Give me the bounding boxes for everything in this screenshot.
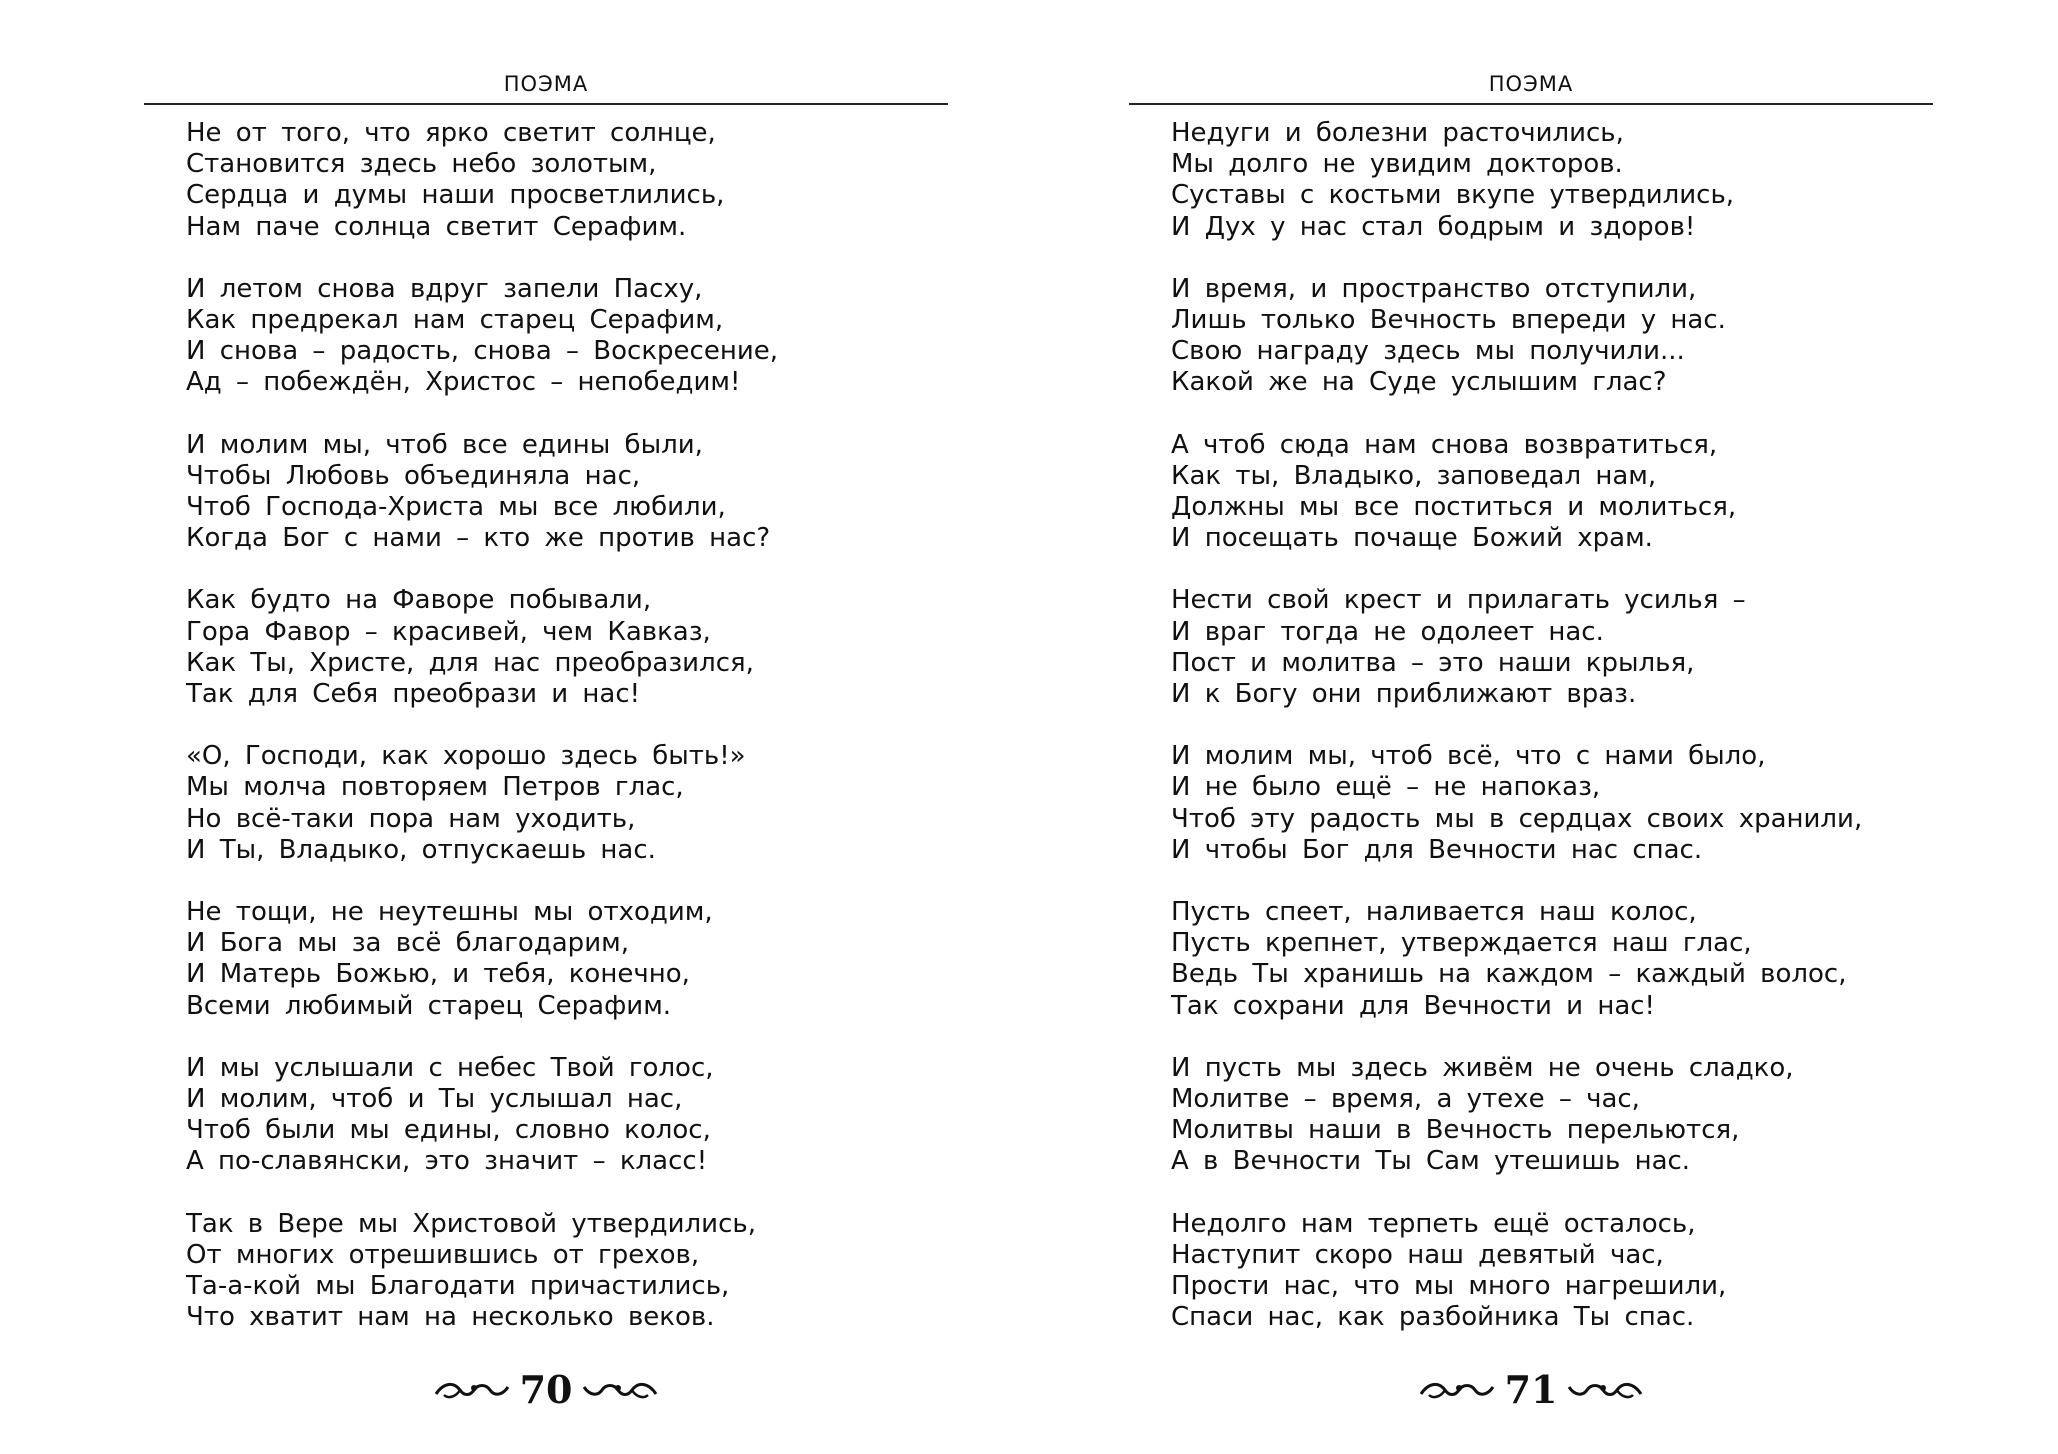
verse-line: И летом снова вдруг запели Пасху, (186, 273, 703, 304)
header-rule (144, 103, 948, 105)
verse-line: Становится здесь небо золотым, (186, 149, 657, 180)
verse-line: И время, и пространство отступили, (1171, 273, 1697, 304)
verse-line: Что хватит нам на несколько веков. (186, 1302, 715, 1333)
left-flourish-ornament (434, 1377, 510, 1403)
verse-line: Свою награду здесь мы получили... (1171, 336, 1685, 367)
page-number: 71 (1504, 1367, 1558, 1412)
verse-line: Ад – побеждён, Христос – непобедим! (186, 367, 741, 398)
verse-line: Какой же на Суде услышим глас? (1171, 367, 1667, 398)
verse-line: Когда Бог с нами – кто же против нас? (186, 523, 771, 554)
verse-line: И к Богу они приближают враз. (1171, 679, 1637, 710)
verse-line: Пост и молитва – это наши крылья, (1171, 647, 1695, 678)
right-flourish-ornament (1567, 1377, 1643, 1403)
verse-line: Сердца и думы наши просветлились, (186, 180, 725, 211)
left-flourish-ornament (1419, 1377, 1495, 1403)
verse-line: Нам паче солнца светит Серафим. (186, 211, 687, 242)
verse-line: Как Ты, Христе, для нас преобразился, (186, 647, 754, 678)
verse-line: И снова – радость, снова – Воскресение, (186, 336, 778, 367)
verse-line: Чтоб были мы едины, словно колос, (186, 1115, 711, 1146)
page-footer (434, 1362, 658, 1418)
poem-text (1171, 118, 1862, 1365)
verse-line: Спаси нас, как разбойника Ты спас. (1171, 1302, 1695, 1333)
stanza (186, 897, 778, 1022)
stanza (1171, 118, 1862, 243)
header-rule (1129, 103, 1933, 105)
stanza (186, 274, 778, 399)
verse-line: И Ты, Владыко, отпускаешь нас. (186, 834, 656, 865)
verse-line: А по-славянски, это значит – класс! (186, 1146, 708, 1177)
stanza (186, 430, 778, 555)
verse-line: И Дух у нас стал бодрым и здоров! (1171, 211, 1696, 242)
verse-line: Недуги и болезни расточились, (1171, 118, 1624, 148)
verse-line: Не тощи, не неутешны мы отходим, (186, 897, 713, 928)
verse-line: Молитвы наши в Вечность перельются, (1171, 1115, 1740, 1146)
right-flourish-ornament (582, 1377, 658, 1403)
verse-line: От многих отрешившись от грехов, (186, 1239, 700, 1270)
verse-line: Пусть крепнет, утверждается наш глас, (1171, 928, 1752, 959)
running-head: ПОЭМА (503, 72, 589, 96)
verse-line: Как будто на Фаворе побывали, (186, 585, 652, 616)
verse-line: И Матерь Божью, и тебя, конечно, (186, 959, 690, 990)
verse-line: Пусть спеет, наливается наш колос, (1171, 897, 1697, 928)
verse-line: Ведь Ты хранишь на каждом – каждый волос, (1171, 959, 1847, 990)
verse-line: Та-а-кой мы Благодати причастились, (186, 1271, 730, 1302)
stanza (186, 741, 778, 866)
verse-line: Как ты, Владыко, заповедал нам, (1171, 460, 1657, 491)
page-number: 70 (519, 1367, 573, 1412)
verse-line: И молим, чтоб и Ты услышал нас, (186, 1084, 683, 1115)
verse-line: И чтобы Бог для Вечности нас спас. (1171, 834, 1703, 865)
poem-text (186, 118, 778, 1365)
stanza (186, 1209, 778, 1334)
verse-line: И враг тогда не одолеет нас. (1171, 616, 1604, 647)
verse-line: Так для Себя преобрази и нас! (186, 679, 641, 710)
verse-line: Наступит скоро наш девятый час, (1171, 1239, 1664, 1270)
verse-line: А в Вечности Ты Сам утешишь нас. (1171, 1146, 1691, 1177)
verse-line: Лишь только Вечность впереди у нас. (1171, 305, 1726, 336)
verse-line: И пусть мы здесь живём не очень сладко, (1171, 1052, 1794, 1083)
verse-line: Всеми любимый старец Серафим. (186, 990, 672, 1021)
verse-line: «О, Господи, как хорошо здесь быть!» (186, 741, 746, 772)
right-page (1029, 0, 2058, 1454)
running-head: ПОЭМА (1488, 72, 1574, 96)
verse-line: Нести свой крест и прилагать усилья – (1171, 585, 1746, 616)
stanza (1171, 430, 1862, 555)
verse-line: Должны мы все поститься и молиться, (1171, 492, 1737, 523)
verse-line: Чтоб Господа-Христа мы все любили, (186, 492, 726, 523)
verse-line: Чтобы Любовь объединяла нас, (186, 460, 641, 491)
stanza (186, 1053, 778, 1178)
verse-line: Как предрекал нам старец Серафим, (186, 305, 724, 336)
verse-line: Гора Фавор – красивей, чем Кавказ, (186, 616, 711, 647)
verse-line: Молитве – время, а утехе – час, (1171, 1084, 1640, 1115)
stanza (1171, 1209, 1862, 1334)
verse-line: И Бога мы за всё благодарим, (186, 928, 629, 959)
verse-line: А чтоб сюда нам снова возвратиться, (1171, 429, 1718, 460)
stanza (1171, 897, 1862, 1022)
verse-line: Так в Вере мы Христовой утвердились, (186, 1208, 756, 1239)
stanza (1171, 274, 1862, 399)
verse-line: Мы молча повторяем Петров глас, (186, 772, 684, 803)
stanza (1171, 585, 1862, 710)
verse-line: Так сохрани для Вечности и нас! (1171, 990, 1655, 1021)
stanza (186, 585, 778, 710)
verse-line: И мы услышали с небес Твой голос, (186, 1052, 714, 1083)
verse-line: Прости нас, что мы много нагрешили, (1171, 1271, 1727, 1302)
verse-line: И молим мы, чтоб всё, что с нами было, (1171, 741, 1766, 772)
verse-line: Но всё-таки пора нам уходить, (186, 803, 636, 834)
verse-line: Мы долго не увидим докторов. (1171, 149, 1623, 180)
stanza (1171, 741, 1862, 866)
verse-line: Суставы с костьми вкупе утвердились, (1171, 180, 1735, 211)
stanza (186, 118, 778, 243)
verse-line: И посещать почаще Божий храм. (1171, 523, 1653, 554)
verse-line: И не было ещё – не напоказ, (1171, 772, 1601, 803)
verse-line: И молим мы, чтоб все едины были, (186, 429, 703, 460)
page-footer (1419, 1362, 1643, 1418)
verse-line: Недолго нам терпеть ещё осталось, (1171, 1208, 1696, 1239)
verse-line: Не от того, что ярко светит солнце, (186, 118, 716, 148)
verse-line: Чтоб эту радость мы в сердцах своих хранили, (1171, 803, 1863, 834)
stanza (1171, 1053, 1862, 1178)
